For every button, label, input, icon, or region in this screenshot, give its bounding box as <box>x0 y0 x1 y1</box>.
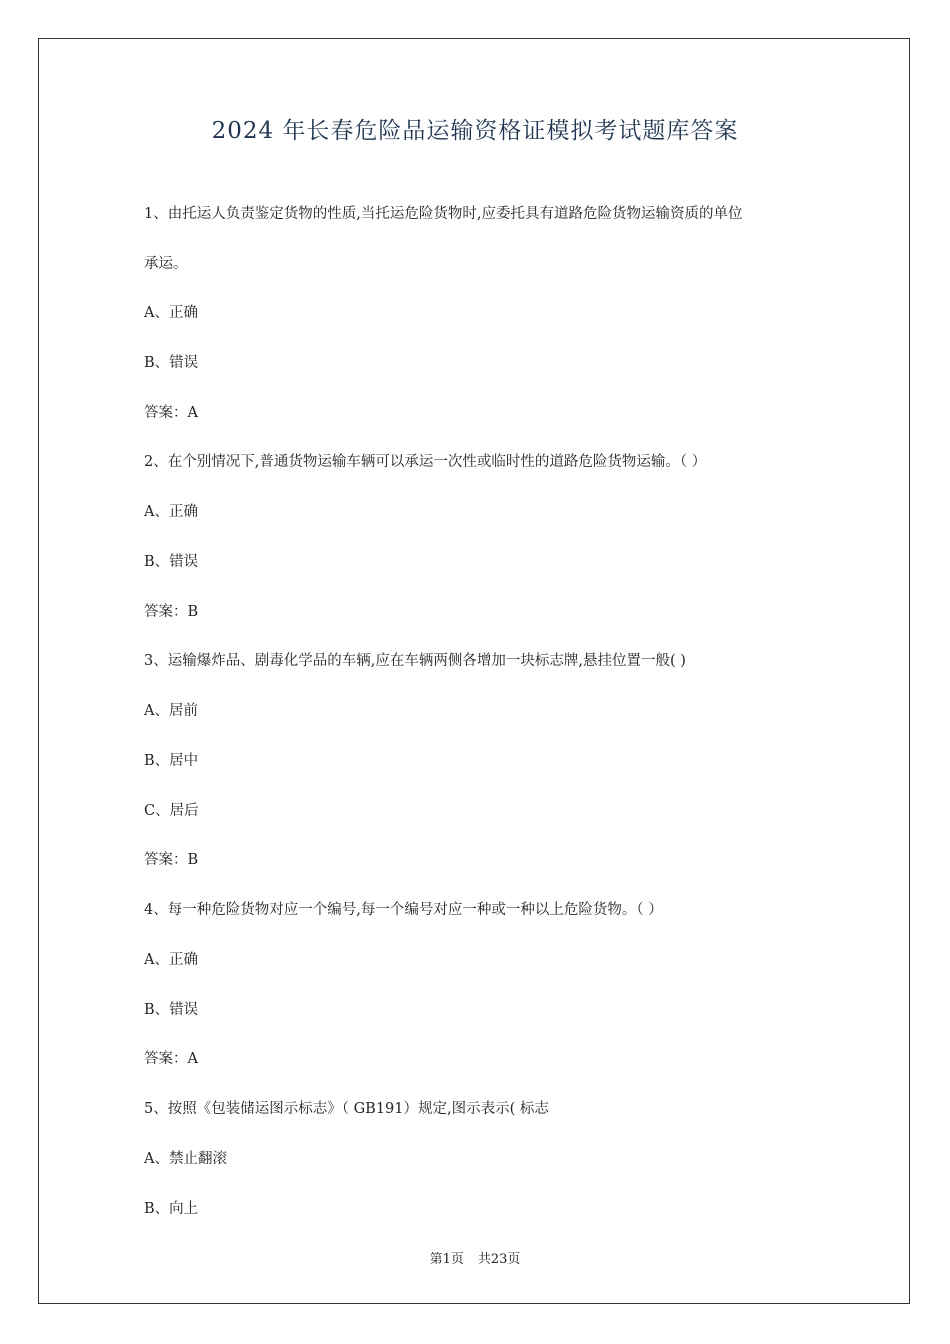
question-5-option-b: B、向上 <box>144 1201 199 1217</box>
question-4-option-a: A、正确 <box>144 952 198 968</box>
question-1-answer: 答案：A <box>144 405 198 421</box>
question-4-answer: 答案：A <box>144 1051 198 1067</box>
question-3-answer: 答案：B <box>144 852 199 868</box>
question-5: 5、按照《包装储运图示标志》（ GB191）规定,图示表示( 标志 <box>144 1101 549 1117</box>
page-footer <box>0 1248 950 1267</box>
question-2-option-a: A、正确 <box>144 504 198 520</box>
question-3-option-b: B、居中 <box>144 753 199 769</box>
question-1-line-1: 1、由托运人负责鉴定货物的性质,当托运危险货物时,应委托具有道路危险货物运输资质的单位 <box>144 206 743 222</box>
question-3-option-c: C、居后 <box>144 803 199 819</box>
question-1-line-2: 承运。 <box>144 256 188 272</box>
question-1-option-b: B、错误 <box>144 355 199 371</box>
question-3-option-a: A、居前 <box>144 703 198 719</box>
document-title: 2024 年长春危险品运输资格证模拟考试题库答案 <box>211 118 739 144</box>
page-total: 共23页 <box>477 1252 521 1267</box>
question-2-answer: 答案：B <box>144 604 199 620</box>
question-2: 2、在个别情况下,普通货物运输车辆可以承运一次性或临时性的道路危险货物运输。（ ） <box>144 454 707 470</box>
question-2-option-b: B、错误 <box>144 554 199 570</box>
page-number: 第1页 <box>429 1252 464 1267</box>
question-1-option-a: A、正确 <box>144 305 198 321</box>
question-4: 4、每一种危险货物对应一个编号,每一个编号对应一种或一种以上危险货物。（ ） <box>144 902 663 918</box>
question-3: 3、运输爆炸品、剧毒化学品的车辆,应在车辆两侧各增加一块标志牌,悬挂位置一般( ) <box>144 653 686 669</box>
question-5-option-a: A、禁止翻滚 <box>144 1151 227 1167</box>
question-4-option-b: B、错误 <box>144 1002 199 1018</box>
